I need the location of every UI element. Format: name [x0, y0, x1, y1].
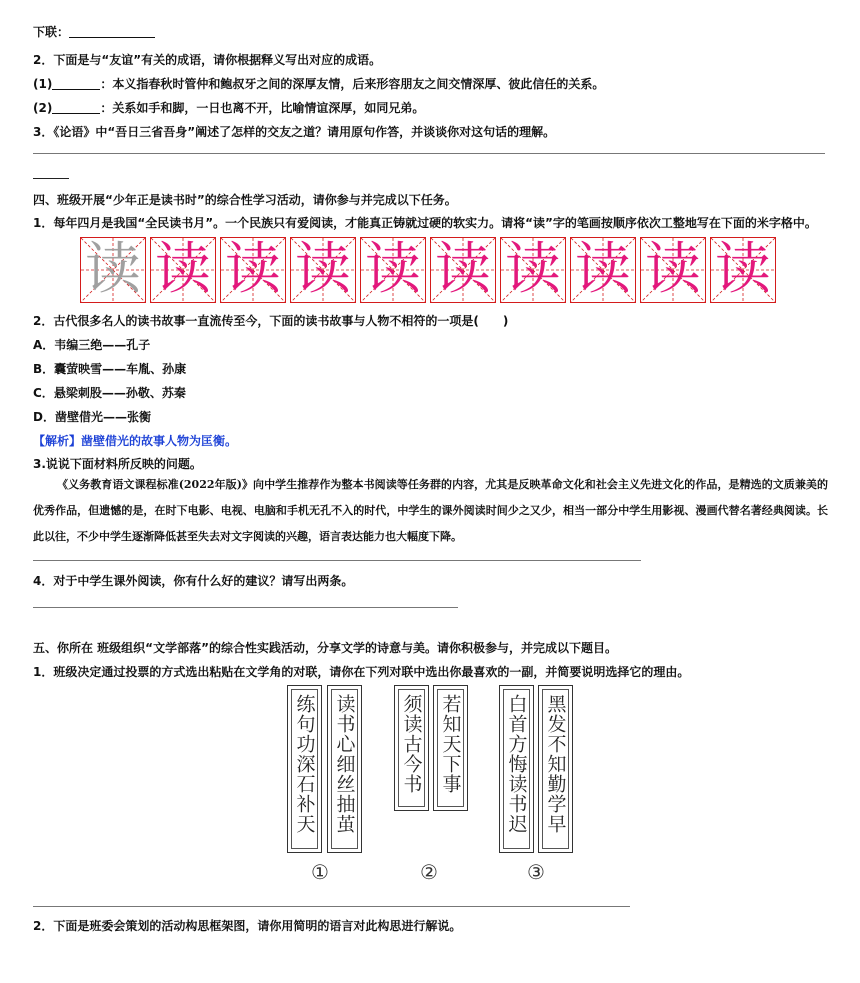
section-5-title: 五、你所在 班级组织“文学部落”的综合性实践活动，分享文学的诗意与美。请你积极参与，并完成以下题目。 — [33, 641, 617, 655]
s5-q1: 1．班级决定通过投票的方式选出粘贴在文学角的对联，请你在下列对联中选出你最喜欢的一副，并简要说明选择它的理由。 — [33, 665, 690, 679]
q2-item-1-num: (1) — [33, 77, 53, 91]
s4-q2: 2．古代很多名人的读书故事一直流传至今，下面的读书故事与人物不相符的一项是( ) — [33, 314, 509, 328]
copybook-cell[interactable] — [570, 237, 636, 303]
couplet-2-right-text: 若知天下事 — [439, 694, 462, 794]
answer-line[interactable] — [33, 607, 458, 608]
copybook-grid — [80, 237, 776, 304]
q2-item-1-text: ：本义指春秋时管仲和鲍叔牙之间的深厚友情，后来形容朋友之间交情深厚、彼此信任的关系。 — [100, 77, 605, 91]
option-label: A． — [33, 338, 55, 352]
q2-item-1-blank[interactable] — [52, 77, 100, 90]
option-text: 悬梁刺股——孙敬、苏秦 — [53, 386, 186, 400]
copybook-cell[interactable] — [290, 237, 356, 303]
copybook-char: 读 — [575, 237, 631, 302]
couplet-3-number[interactable]: ③ — [527, 860, 545, 884]
copybook-char: 读 — [295, 237, 351, 302]
copybook-char: 读 — [85, 237, 141, 302]
q2-item-2-blank[interactable] — [52, 101, 100, 114]
option-text: 凿壁借光——张衡 — [54, 410, 151, 424]
q3-title: 3．《论语》中“吾日三省吾身”阐述了怎样的交友之道？请用原句作答，并谈谈你对这句话的理解。 — [33, 125, 556, 139]
couplet-1-right-text: 读书心细丝抽茧 — [333, 694, 356, 834]
couplet-2-right-scroll — [433, 685, 468, 811]
s5-q2: 2．下面是班委会策划的活动构思框架图，请你用简明的语言对此构思进行解说。 — [33, 919, 462, 933]
couplet-1-right-scroll — [327, 685, 362, 853]
xialian-line — [33, 24, 155, 40]
option-d[interactable] — [33, 409, 151, 425]
couplet-2-left-scroll — [394, 685, 429, 811]
couplet-2-number[interactable]: ② — [420, 860, 438, 884]
xialian-blank[interactable] — [69, 25, 155, 38]
analysis-text: 凿壁借光的故事人物为匡衡。 — [81, 434, 238, 448]
option-text: 韦编三绝——孔子 — [54, 338, 151, 352]
q2-item-2 — [33, 100, 424, 116]
couplet-3-right-text: 黑发不知勤学早 — [544, 694, 567, 834]
couplet-3-left-text: 白首方悔读书迟 — [505, 694, 528, 834]
analysis — [33, 433, 237, 449]
couplet-1-left-scroll — [287, 685, 322, 853]
copybook-cell[interactable] — [430, 237, 496, 303]
s4-q4: 4．对于中学生课外阅读，你有什么好的建议？请写出两条。 — [33, 574, 354, 588]
xialian-label: 下联： — [33, 25, 70, 39]
option-c[interactable] — [33, 385, 186, 401]
copybook-char: 读 — [225, 237, 281, 302]
option-label: C． — [33, 386, 54, 400]
option-label: D． — [33, 410, 55, 424]
copybook-cell[interactable] — [150, 237, 216, 303]
couplet-3-right-scroll — [538, 685, 573, 853]
s4-q3: 3.说说下面材料所反映的问题。 — [33, 457, 202, 471]
answer-line[interactable] — [33, 153, 825, 154]
option-b[interactable] — [33, 361, 186, 377]
couplet-1-number[interactable]: ① — [311, 860, 329, 884]
copybook-cell[interactable] — [220, 237, 286, 303]
copybook-char: 读 — [645, 237, 701, 302]
copybook-cell[interactable] — [640, 237, 706, 303]
section-4-title: 四、班级开展“少年正是读书时”的综合性学习活动，请你参与并完成以下任务。 — [33, 193, 457, 207]
couplet-3-left-scroll — [499, 685, 534, 853]
analysis-tag: 【解析】 — [33, 434, 82, 448]
q2-item-2-num: (2) — [33, 101, 53, 115]
option-text: 囊萤映雪——车胤、孙康 — [54, 362, 187, 376]
copybook-cell[interactable] — [80, 237, 146, 303]
q2-title: 2．下面是与“友谊”有关的成语，请你根据释义写出对应的成语。 — [33, 53, 382, 67]
s4-q3-material — [33, 472, 828, 550]
couplet-2-left-text: 须读古今书 — [400, 694, 423, 794]
couplet-1-left-text: 练句功深石补天 — [293, 694, 316, 834]
copybook-char: 读 — [715, 237, 771, 302]
answer-line[interactable] — [33, 906, 630, 907]
copybook-cell[interactable] — [500, 237, 566, 303]
q2-item-2-text: ：关系如手和脚，一日也离不开，比喻情谊深厚，如同兄弟。 — [100, 101, 425, 115]
option-a[interactable] — [33, 337, 150, 353]
option-label: B． — [33, 362, 55, 376]
copybook-char: 读 — [365, 237, 421, 302]
material-text: 《义务教育语文课程标准(2022年版)》向中学生推荐作为整本书阅读等任务群的内容，尤其是反映革命文化和社会主义先进文化的作品，是精选的文质兼美的优秀作品，但遗憾的是，在时下电影、电视、电脑和手机无孔不入的时代，中学生的课外阅读时间少之又少，相当一部分中学生用影视、漫画代替名著经典阅读。长此以往，不少中学生逐渐降低甚至失去对文字阅读的兴趣，语言表达能力也大幅度下降。 — [33, 478, 828, 543]
q2-item-1 — [33, 76, 604, 92]
copybook-char: 读 — [505, 237, 561, 302]
answer-line-end[interactable] — [33, 178, 69, 179]
copybook-cell[interactable] — [710, 237, 776, 303]
copybook-char: 读 — [155, 237, 211, 302]
s4-q1: 1．每年四月是我国“全民读书月”。一个民族只有爱阅读，才能真正铸就过硬的软实力。请将“读”字的笔画按顺序依次工整地写在下面的米字格中。 — [33, 216, 817, 230]
answer-line[interactable] — [33, 560, 641, 561]
copybook-char: 读 — [435, 237, 491, 302]
copybook-cell[interactable] — [360, 237, 426, 303]
